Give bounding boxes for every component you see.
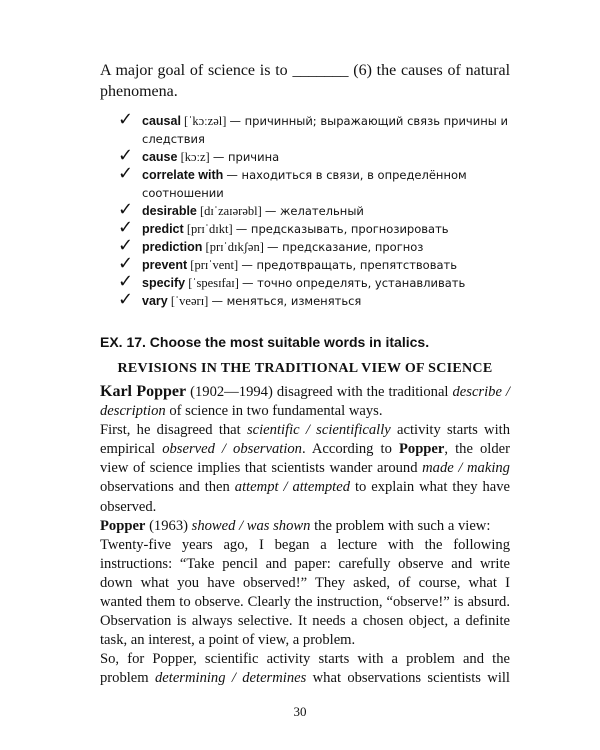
text-fragment: So, for Popper, scientific activity starts with a problem and the problem [100,651,510,687]
word-choice: attempt / attempted [234,479,350,496]
word-choice: scientific / scientifically [246,422,391,439]
vocab-translation: — желательный [264,204,364,218]
author-name: Popper [100,517,146,534]
text-fragment: First, he disagreed that [100,422,241,439]
vocab-term: prevent [142,258,188,272]
sentence-start: A major goal of science is to [100,62,288,79]
text-fragment: , the older view of science implies that scientists wander around [100,441,510,477]
vocab-translation: — точно определять, устанавливать [242,276,466,290]
word-choice: observed / observation [162,441,302,458]
vocab-translation: — причинный; выражающий связь причины и следствия [142,114,508,146]
text-fragment: activity starts with empirical [100,422,510,458]
checkmark-icon: ✓ [118,145,134,166]
vocab-translation: — предсказывать, прогнозировать [235,222,449,236]
vocab-translation: — предотвращать, препятствовать [241,258,458,272]
vocab-translation: — меняться, изменяться [211,294,362,308]
vocab-transcription: [prɪˈdɪkt] [186,222,233,236]
checkmark-icon: ✓ [118,163,134,184]
vocabulary-list [118,109,513,310]
text-fragment: to explain what they have observed. [100,479,510,515]
vocab-term: predict [142,222,184,236]
vocab-transcription: [ˈkɔːzəl] [184,114,227,128]
author-name: Karl Popper [100,383,187,400]
vocab-item [118,145,513,166]
checkmark-icon: ✓ [118,199,134,220]
paragraph-3 [100,517,510,536]
vocab-term: causal [142,114,181,128]
text-fragment: (1963) [149,517,188,534]
paragraph-2 [100,421,510,516]
vocab-translation: — предсказание, прогноз [266,240,424,254]
vocab-item [118,199,513,220]
checkmark-icon: ✓ [118,271,134,292]
vocab-transcription: [ˈveərɪ] [170,294,209,308]
vocab-item [118,163,513,202]
vocab-transcription: [kɔːz] [180,150,210,164]
checkmark-icon: ✓ [118,235,134,256]
word-choice: determining / determines [154,670,307,687]
answer-blank: _______ [292,62,349,79]
gap-fill-sentence [100,60,510,102]
reading-text [100,382,510,689]
vocab-item [118,271,513,292]
vocab-term: desirable [142,204,197,218]
vocab-item [118,289,513,310]
paragraph-5 [100,650,510,688]
text-fragment: (1902—1994) disagreed with the traditional [190,384,449,400]
sentence-end: (6) the causes of natural phenomena. [100,62,511,100]
vocab-term: prediction [142,240,203,254]
section-title: REVISIONS IN THE TRADITIONAL VIEW OF SCIENCE [117,361,493,376]
vocab-translation: — причина [212,150,280,164]
text-fragment: . According to [301,441,392,458]
word-choice: describe / description [100,384,510,420]
vocab-transcription: [prɪˈdɪkʃən] [205,240,264,254]
vocab-transcription: [dɪˈzaɪərəbl] [200,204,262,218]
checkmark-icon: ✓ [118,289,134,310]
vocab-translation: — находиться в связи, в определённом соотношении [142,168,467,200]
vocab-item [118,253,513,274]
text-fragment: observations and then [100,479,230,496]
word-choice: showed / was shown [191,517,311,534]
text-fragment: what observations scientists will [312,670,510,687]
vocab-item [118,109,513,148]
exercise-heading: EX. 17. Choose the most suitable words in italics. [100,334,430,350]
checkmark-icon: ✓ [118,109,134,130]
vocab-term: cause [142,150,178,164]
vocab-term: correlate with [142,168,224,182]
vocab-term: vary [142,294,168,308]
vocab-item [118,235,513,256]
author-name: Popper [398,441,445,458]
page-number: 30 [293,704,307,719]
paragraph-1 [100,382,510,421]
vocab-transcription: [prɪˈvent] [190,258,239,272]
vocab-item [118,217,513,238]
checkmark-icon: ✓ [118,217,134,238]
word-choice: made / making [422,460,510,477]
paragraph-quote: Twenty-five years ago, I began a lecture with the following instructions: “Take pencil and paper: carefully observe and write down what you have observed!” They asked, of course, what I wanted them to observe. Clearly the instruction, “observe!” is absurd. Observation is always selective. It needs a chosen object, a definite task, an interest, a point of view, a problem. [100,536,510,649]
text-fragment: of science in two fundamental ways. [169,403,383,420]
vocab-transcription: [ˈspesɪfaɪ] [188,276,239,290]
vocab-term: specify [142,276,186,290]
checkmark-icon: ✓ [118,253,134,274]
text-fragment: the problem with such a view: [314,517,491,534]
